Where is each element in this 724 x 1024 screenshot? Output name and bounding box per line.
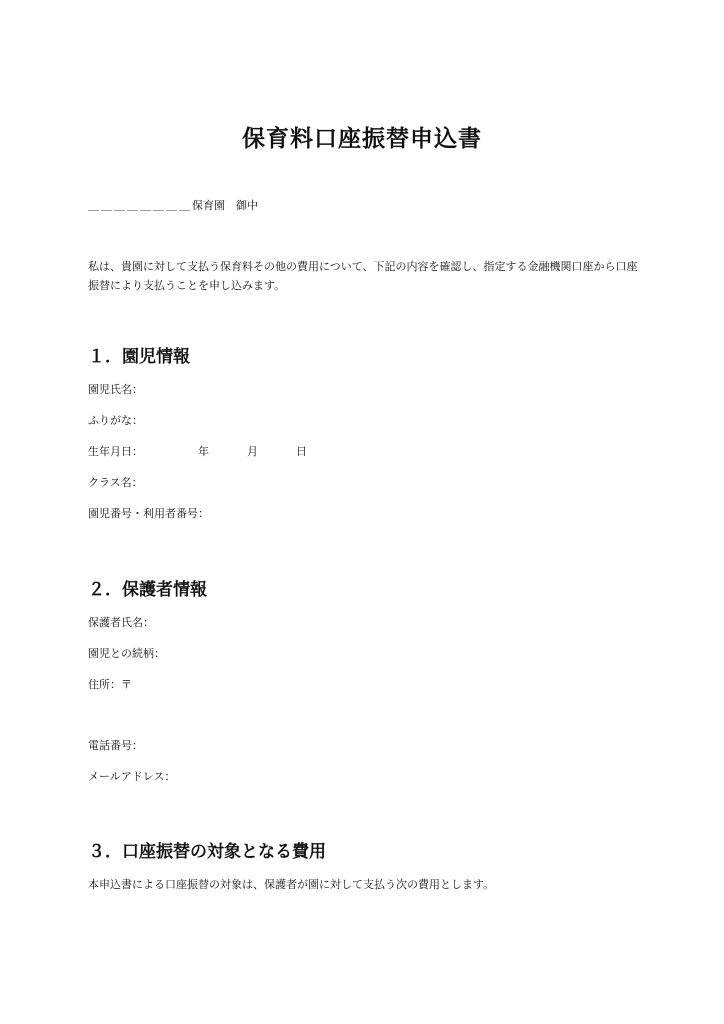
furigana-label: ふりがな： (88, 414, 143, 427)
document-title: 保育料口座振替申込書 (242, 126, 482, 152)
section-1-heading: １．園児情報 (88, 347, 190, 367)
addressee-suffix: 保育園 御中 (192, 199, 258, 212)
section-3-heading: ３．口座振替の対象となる費用 (88, 842, 326, 862)
birthdate-label: 生年月日： (88, 445, 143, 458)
address-label: 住所：〒 (88, 678, 132, 691)
birthdate-day-unit: 日 (296, 445, 307, 458)
guardian-name-label: 保護者氏名： (88, 616, 154, 629)
child-name-label: 園児氏名： (88, 383, 143, 396)
addressee-line (88, 197, 258, 213)
email-label: メールアドレス： (88, 770, 176, 783)
birthdate-month-unit: 月 (247, 445, 258, 458)
section-2-heading: ２．保護者情報 (88, 580, 207, 600)
phone-label: 電話番号： (88, 739, 143, 752)
section-3-text: 本申込書による口座振替の対象は、保護者が園に対して支払う次の費用とします。 (88, 878, 495, 891)
relation-label: 園児との続柄： (88, 647, 165, 660)
birthdate-year-unit: 年 (198, 445, 209, 458)
intro-paragraph: 私は、貴園に対して支払う保育料その他の費用について、下記の内容を確認し、指定する金融機関口座から口座振替により支払うことを申し込みます。 (88, 260, 638, 292)
child-number-label: 園児番号・利用者番号： (88, 507, 209, 520)
nursery-name-blank: ＿＿＿＿＿＿＿＿ (88, 199, 192, 212)
class-name-label: クラス名： (88, 476, 143, 489)
